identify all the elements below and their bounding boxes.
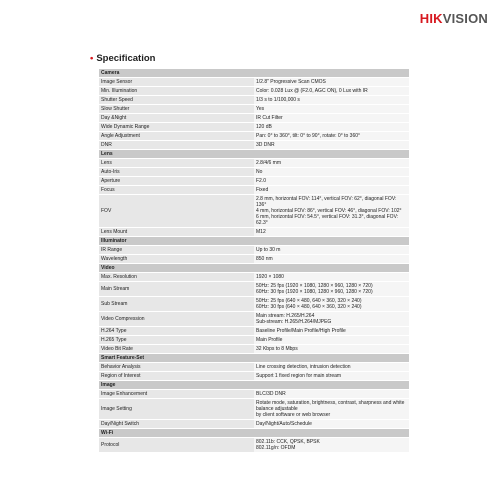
spec-label: Shutter Speed [99,96,254,105]
spec-value-line: 2.8/4/6 mm [256,160,282,166]
spec-label: Auto-Iris [99,168,254,177]
spec-value [254,186,409,195]
spec-value [254,141,409,150]
spec-row [99,114,409,123]
spec-value-line: by client software or web browser [256,412,331,418]
spec-value-line: Sub-stream: H.265/H.264/MJPEG [256,319,332,325]
spec-row [99,141,409,150]
spec-value-line: 802.11g/n: OFDM [256,445,296,451]
spec-value [254,177,409,186]
section-header-row [99,150,409,159]
section-header: Smart Feature-Set [99,354,409,363]
spec-row [99,312,409,327]
spec-row [99,282,409,297]
spec-label: Image Sensor [99,78,254,87]
spec-value [254,273,409,282]
spec-row [99,168,409,177]
spec-row [99,297,409,312]
section-header: Wi-Fi [99,429,409,438]
spec-value-line: 32 Kbps to 8 Mbps [256,346,298,352]
spec-row [99,195,409,228]
spec-label: Min. Illumination [99,87,254,96]
section-header: Video [99,264,409,273]
spec-label: Wavelength [99,255,254,264]
spec-value-line: M12 [256,229,266,235]
section-header-row [99,237,409,246]
spec-label: Main Stream [99,282,254,297]
spec-value-line: Rotate mode, saturation, brightness, contrast, sharpness and white balance adjustable [256,400,405,412]
spec-value-line: 50Hz: 25 fps (640 × 480, 640 × 360, 320 × 240) [256,298,362,304]
spec-value [254,345,409,354]
title-text: Specification [96,53,156,64]
spec-value [254,132,409,141]
spec-label: DNR [99,141,254,150]
section-header-row [99,69,409,78]
spec-value-line: 2.8 mm, horizontal FOV: 114°, vertical FOV: 62°, diagonal FOV: 136° [256,196,397,208]
spec-row [99,96,409,105]
spec-row [99,105,409,114]
spec-row [99,177,409,186]
spec-value [254,255,409,264]
spec-value-line: Main stream: H.265/H.264 [256,313,315,319]
spec-label: Protocol [99,438,254,453]
spec-row [99,327,409,336]
spec-value [254,96,409,105]
spec-label: Image Enhancement [99,390,254,399]
spec-value-line: Day/Night/Auto/Schedule [256,421,312,427]
spec-value-line: Baseline Profile/Main Profile/High Profile [256,328,346,334]
spec-label: Lens Mount [99,228,254,237]
spec-value [254,105,409,114]
spec-value-line: 4 mm, horizontal FOV: 86°, vertical FOV: 46°, diagonal FOV: 102° [256,208,402,214]
spec-label: Day &Night [99,114,254,123]
spec-value-line: 1920 × 1080 [256,274,284,280]
logo-part-hik: HIK [419,10,443,26]
spec-row [99,246,409,255]
section-header: Lens [99,150,409,159]
spec-label: Wide Dynamic Range [99,123,254,132]
spec-label: Image Setting [99,399,254,420]
spec-label: Lens [99,159,254,168]
spec-label: Behavior Analysis [99,363,254,372]
spec-row [99,255,409,264]
specification-table-body [99,69,409,453]
spec-value-line: 60Hz: 30 fps (1920 × 1080, 1280 × 960, 1280 × 720) [256,289,373,295]
spec-value [254,246,409,255]
spec-label: H.265 Type [99,336,254,345]
spec-value-line: Color: 0.028 Lux @ (F2.0, AGC ON), 0 Lux with IR [256,88,368,94]
spec-value-line: IR Cut Filter [256,115,283,121]
section-header-row [99,381,409,390]
spec-value [254,123,409,132]
section-header: Illuminator [99,237,409,246]
spec-label: Angle Adjustment [99,132,254,141]
spec-value-line: Pan: 0° to 360°, tilt: 0° to 90°, rotate: 0° to 360° [256,133,361,139]
spec-label: Aperture [99,177,254,186]
spec-value-line: Yes [256,106,265,112]
spec-label: Video Bit Rate [99,345,254,354]
page-title [90,53,155,64]
spec-row [99,399,409,420]
spec-value-line: Up to 30 m [256,247,281,253]
spec-row [99,372,409,381]
spec-row [99,420,409,429]
spec-value-line: 6 mm, horizontal FOV: 54.5°, vertical FOV: 31.3°, diagonal FOV: 62.3° [256,214,399,226]
spec-row [99,78,409,87]
spec-value-line: 1/3 s to 1/100,000 s [256,97,300,103]
spec-value [254,390,409,399]
spec-row [99,159,409,168]
spec-value [254,297,409,312]
section-header: Image [99,381,409,390]
spec-value [254,87,409,96]
spec-label: Max. Resolution [99,273,254,282]
spec-value-line: F2.0 [256,178,267,184]
spec-value [254,195,409,228]
spec-value-line: 3D DNR [256,142,275,148]
spec-value-line: 120 dB [256,124,272,130]
spec-label: FOV [99,195,254,228]
spec-value-line: 850 nm [256,256,273,262]
spec-label: H.264 Type [99,327,254,336]
spec-value-line: No [256,169,263,175]
spec-row [99,336,409,345]
spec-row [99,87,409,96]
spec-value-line: 1/2.8" Progressive Scan CMOS [256,79,326,85]
section-header-row [99,354,409,363]
spec-label: Slow Shutter [99,105,254,114]
spec-value [254,312,409,327]
spec-value [254,420,409,429]
spec-value [254,114,409,123]
spec-row [99,132,409,141]
spec-value [254,159,409,168]
spec-value [254,282,409,297]
spec-label: Focus [99,186,254,195]
spec-value [254,372,409,381]
spec-row [99,273,409,282]
spec-label: Sub Stream [99,297,254,312]
section-header: Camera [99,69,409,78]
spec-value [254,399,409,420]
spec-row [99,186,409,195]
spec-value-line: Fixed [256,187,269,193]
spec-label: Region of Interest [99,372,254,381]
spec-value [254,228,409,237]
spec-value [254,78,409,87]
title-bullet-icon: • [90,53,94,64]
spec-label: Day/Night Switch [99,420,254,429]
logo-part-vision: VISION [442,10,488,26]
spec-row [99,345,409,354]
section-header-row [99,264,409,273]
spec-value-line: Support 1 fixed region for main stream [256,373,342,379]
spec-label: IR Range [99,246,254,255]
section-header-row [99,429,409,438]
spec-label: Video Compression [99,312,254,327]
specification-table [99,69,409,453]
spec-value-line: Line crossing detection, intrusion detection [256,364,351,370]
spec-value [254,336,409,345]
spec-value-line: Main Profile [256,337,283,343]
spec-row [99,390,409,399]
spec-row [99,228,409,237]
spec-value-line: 50Hz: 25 fps (1920 × 1080, 1280 × 960, 1280 × 720) [256,283,373,289]
spec-value-line: BLC/3D DNR [256,391,286,397]
spec-row [99,123,409,132]
spec-value [254,363,409,372]
spec-row [99,438,409,453]
spec-value [254,168,409,177]
spec-value [254,438,409,453]
spec-row [99,363,409,372]
hikvision-logo [420,10,488,26]
spec-value-line: 802.11b: CCK, QPSK, BPSK [256,439,320,445]
spec-value [254,327,409,336]
spec-value-line: 60Hz: 30 fps (640 × 480, 640 × 360, 320 × 240) [256,304,362,310]
